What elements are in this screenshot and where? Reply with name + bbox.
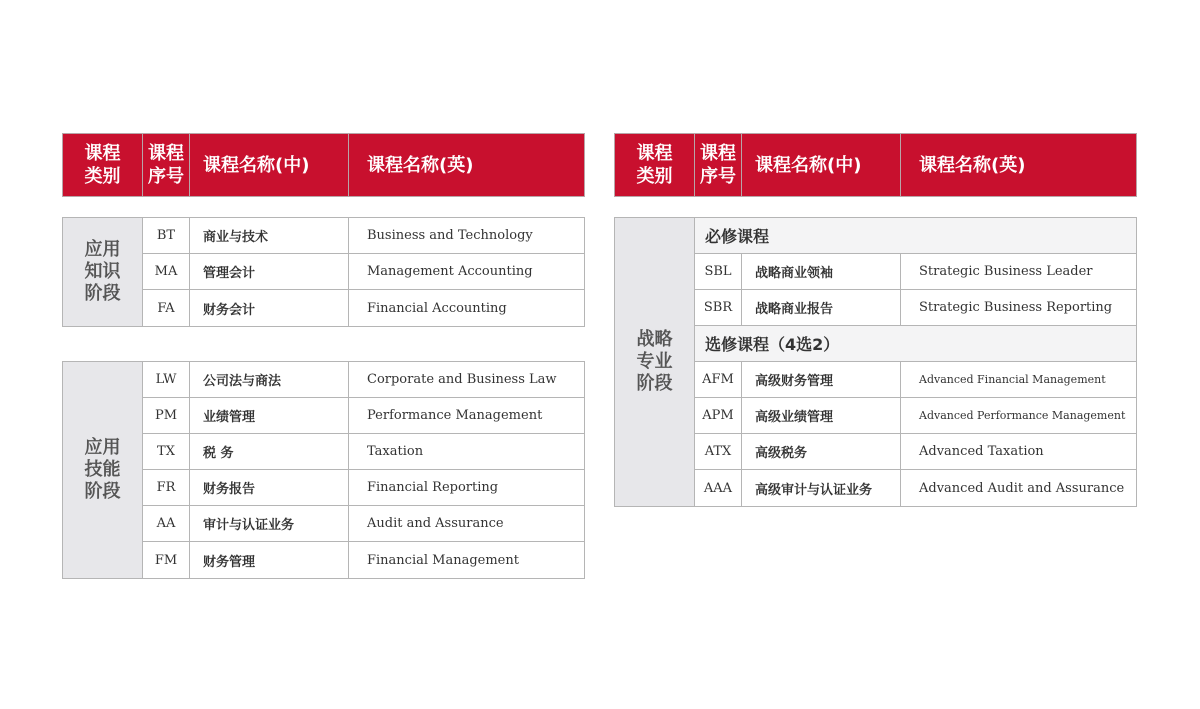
header-code: 课程 序号 bbox=[143, 134, 190, 196]
course-name-cn: 商业与技术 bbox=[190, 218, 349, 253]
table-row bbox=[143, 290, 584, 326]
course-name-cn: 业绩管理 bbox=[190, 398, 349, 433]
course-name-cn: 高级审计与认证业务 bbox=[742, 470, 901, 506]
header-name-cn: 课程名称(中) bbox=[190, 134, 349, 196]
course-code: MA bbox=[143, 254, 190, 289]
course-name-cn: 战略商业领袖 bbox=[742, 254, 901, 289]
course-code: AA bbox=[143, 506, 190, 541]
course-name-cn: 审计与认证业务 bbox=[190, 506, 349, 541]
course-name-cn: 财务报告 bbox=[190, 470, 349, 505]
course-name-en: Advanced Taxation bbox=[919, 444, 1044, 459]
course-code: AFM bbox=[695, 362, 742, 397]
table-row bbox=[143, 362, 584, 398]
course-name-en: Financial Reporting bbox=[367, 480, 499, 495]
course-name-en: Financial Management bbox=[367, 552, 519, 568]
group-applied-skills bbox=[62, 361, 585, 579]
table-row bbox=[695, 254, 1136, 290]
course-code: FM bbox=[143, 542, 190, 578]
category-cell: 应用 知识 阶段 bbox=[63, 218, 143, 326]
course-code: FA bbox=[143, 290, 190, 326]
course-code: SBL bbox=[695, 254, 742, 289]
table-row bbox=[143, 470, 584, 506]
course-name-cn: 高级业绩管理 bbox=[742, 398, 901, 433]
header-name-cn: 课程名称(中) bbox=[742, 134, 901, 196]
course-name-en: Advanced Audit and Assurance bbox=[919, 480, 1125, 496]
course-code: BT bbox=[143, 218, 190, 253]
course-name-cn: 高级税务 bbox=[742, 434, 901, 469]
table-row bbox=[143, 506, 584, 542]
course-name-en: Strategic Business Reporting bbox=[919, 300, 1113, 315]
header-code: 课程 序号 bbox=[695, 134, 742, 196]
required-courses-label: 必修课程 bbox=[695, 218, 1136, 253]
course-name-cn: 税 务 bbox=[190, 434, 349, 469]
course-name-en: Business and Technology bbox=[367, 228, 533, 243]
elective-courses-label: 选修课程（4选2） bbox=[695, 326, 1136, 361]
course-code: APM bbox=[695, 398, 742, 433]
course-name-en: Advanced Performance Management bbox=[919, 409, 1126, 422]
course-name-en: Corporate and Business Law bbox=[367, 372, 557, 387]
course-name-en: Audit and Assurance bbox=[367, 516, 504, 531]
header-category: 课程 类别 bbox=[63, 134, 143, 196]
course-code: LW bbox=[143, 362, 190, 397]
course-name-cn: 公司法与商法 bbox=[190, 362, 349, 397]
course-name-cn: 管理会计 bbox=[190, 254, 349, 289]
table-row bbox=[695, 398, 1136, 434]
table-row bbox=[143, 542, 584, 578]
table-row bbox=[143, 218, 584, 254]
course-name-en: Taxation bbox=[367, 444, 424, 459]
course-name-cn: 财务会计 bbox=[190, 290, 349, 326]
table-row bbox=[695, 470, 1136, 506]
course-name-cn: 高级财务管理 bbox=[742, 362, 901, 397]
course-code: TX bbox=[143, 434, 190, 469]
course-name-en: Performance Management bbox=[367, 408, 543, 423]
course-name-en: Advanced Financial Management bbox=[919, 373, 1106, 386]
course-name-cn: 财务管理 bbox=[190, 542, 349, 578]
course-name-cn: 战略商业报告 bbox=[742, 290, 901, 325]
left-course-table bbox=[62, 133, 585, 579]
course-code: FR bbox=[143, 470, 190, 505]
course-code: AAA bbox=[695, 470, 742, 506]
table-row bbox=[695, 434, 1136, 470]
header-name-en: 课程名称(英) bbox=[367, 154, 474, 176]
group-strategic-professional bbox=[614, 217, 1137, 507]
table-row bbox=[143, 398, 584, 434]
right-course-table bbox=[614, 133, 1137, 507]
group-applied-knowledge bbox=[62, 217, 585, 327]
course-name-en: Strategic Business Leader bbox=[919, 264, 1093, 279]
header-name-en: 课程名称(英) bbox=[919, 154, 1026, 176]
table-row bbox=[695, 362, 1136, 398]
elective-courses-subheader bbox=[695, 326, 1136, 362]
course-name-en: Financial Accounting bbox=[367, 300, 507, 316]
table-row bbox=[695, 290, 1136, 326]
required-courses-subheader bbox=[695, 218, 1136, 254]
course-code: SBR bbox=[695, 290, 742, 325]
course-name-en: Management Accounting bbox=[367, 264, 533, 279]
category-cell: 战略 专业 阶段 bbox=[615, 218, 695, 506]
header-category: 课程 类别 bbox=[615, 134, 695, 196]
table-header bbox=[614, 133, 1137, 197]
table-row bbox=[143, 254, 584, 290]
course-code: ATX bbox=[695, 434, 742, 469]
table-row bbox=[143, 434, 584, 470]
category-cell: 应用 技能 阶段 bbox=[63, 362, 143, 578]
course-code: PM bbox=[143, 398, 190, 433]
table-header bbox=[62, 133, 585, 197]
